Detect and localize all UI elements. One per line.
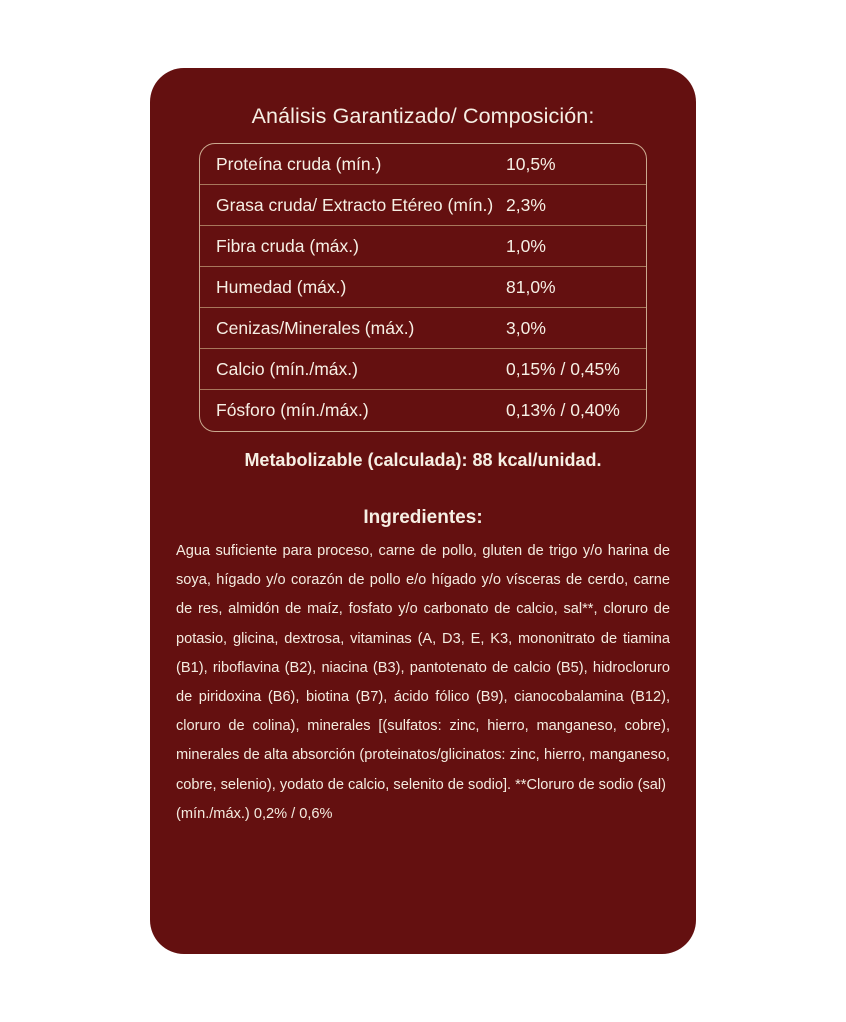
table-row xyxy=(200,144,646,185)
table-row xyxy=(200,267,646,308)
table-row xyxy=(200,226,646,267)
analysis-component-value: 10,5% xyxy=(506,153,556,174)
nutrition-label-panel xyxy=(150,68,696,954)
analysis-component-name: Humedad (máx.) xyxy=(216,276,347,297)
ingredients-heading: Ingredientes: xyxy=(363,507,483,528)
panel-title: Análisis Garantizado/ Composición: xyxy=(251,104,595,128)
analysis-component-name: Fibra cruda (máx.) xyxy=(216,235,359,256)
metabolizable-energy-text: Metabolizable (calculada): 88 kcal/unidad. xyxy=(244,450,602,470)
analysis-component-name: Proteína cruda (mín.) xyxy=(216,153,382,174)
ingredients-text: Agua suficiente para proceso, carne de pollo, gluten de trigo y/o harina de soya, hígado y/o corazón de pollo e/o hígado y/o vísceras de cerdo, carne de res, almidón de maíz, fosfato y/o carbonato de calcio, sal**, cloruro de potasio, glicina, dextrosa, vitaminas (A, D3, E, K3, mononitrato de tiamina (B1), riboflavina (B2), niacina (B3), pantotenato de calcio (B5), hidrocloruro de piridoxina (B6), biotina (B7), ácido fólico (B9), cianocobalamina (B12), cloruro de colina), minerales [(sulfatos: zinc, hierro, manganeso, cobre), minerales de alta absorción (proteinatos/glicinatos: zinc, hierro, manganeso, cobre, selenio), yodato de calcio, selenito de sodio]. **Cloruro de sodio (sal) xyxy=(176,543,670,793)
analysis-component-value: 81,0% xyxy=(506,276,556,297)
analysis-component-value: 3,0% xyxy=(506,317,546,338)
analysis-component-value: 0,15% / 0,45% xyxy=(506,358,620,379)
analysis-component-value: 2,3% xyxy=(506,194,546,215)
analysis-component-name: Grasa cruda/ Extracto Etéreo (mín.) xyxy=(216,194,494,215)
table-row xyxy=(200,390,646,431)
table-row xyxy=(200,308,646,349)
guaranteed-analysis-table xyxy=(199,143,647,432)
table-row xyxy=(200,349,646,390)
analysis-component-value: 0,13% / 0,40% xyxy=(506,400,620,420)
analysis-component-value: 1,0% xyxy=(506,235,546,256)
analysis-component-name: Calcio (mín./máx.) xyxy=(216,358,358,379)
ingredients-body xyxy=(176,537,670,829)
table-row xyxy=(200,185,646,226)
analysis-component-name: Cenizas/Minerales (máx.) xyxy=(216,317,415,338)
analysis-component-name: Fósforo (mín./máx.) xyxy=(216,400,369,420)
ingredients-sodium-note: (mín./máx.) 0,2% / 0,6% xyxy=(176,805,333,822)
